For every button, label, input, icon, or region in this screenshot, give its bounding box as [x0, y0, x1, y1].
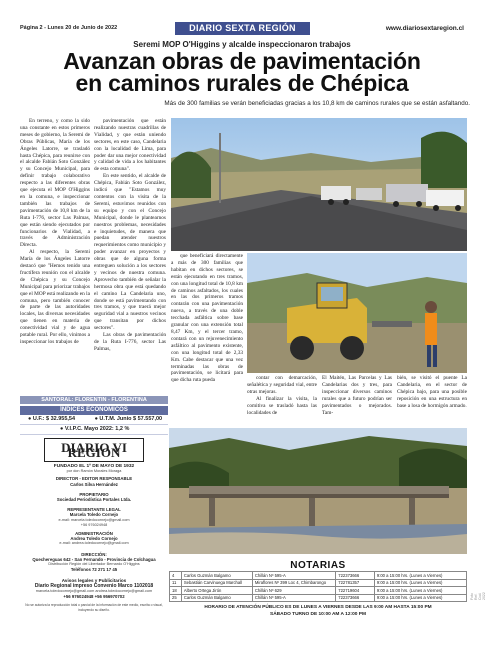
founder-text: por don Ramón Morales Moraga: [66, 469, 122, 474]
contact-emails[interactable]: marcela.toledocornejo@gmail.com andrea.toledocornejo@gmail.com: [35, 588, 153, 593]
road-works-photo: [171, 118, 467, 251]
article-column-3: [171, 253, 243, 401]
paragraph: bién, se visitó el puente La Candelaria, en el sector de Chépica bajo, para una posible reposición en una estructura en base a losa de hormigón armado.: [397, 375, 467, 409]
owner-name: Sociedad Periodística Portales Ltda.: [56, 497, 132, 503]
admin-name: Andrea Toledo Cornejo: [70, 536, 118, 542]
page-date-label: Página 2 - Lunes 20 de Junio de 2022: [20, 25, 118, 31]
table-row: [170, 587, 467, 595]
legal-rep-name: Marcela Toledo Cornejo: [69, 512, 119, 518]
director-label: DIRECTOR - EDITOR RESPONSABLE: [55, 476, 133, 482]
website-link[interactable]: www.diariosextaregion.cl: [385, 25, 464, 32]
table-cell: 18: [170, 587, 182, 595]
table-row: [170, 594, 467, 602]
table-row: [170, 579, 467, 587]
headline-line-2: en caminos rurales de Chépica: [75, 70, 409, 96]
article-lead: Más de 300 familias se verán beneficiadas gracias a los 10,8 km de caminos rurales que se están asfaltando.: [164, 100, 470, 107]
santoral-banner: SANTORAL: FLORENTIN - FLORENTINA: [20, 396, 168, 404]
table-cell: 4: [170, 572, 182, 580]
table-cell: 9:00 a 15:00 hrs. (Lunes a Viernes): [374, 572, 466, 580]
table-cell: 11: [170, 579, 182, 587]
table-cell: Miraflores Nº 399 Loc 4, Chimbarongo: [252, 579, 335, 587]
article-column-1: [20, 118, 90, 393]
disclaimer-text: No se autoriza la reproducción total o parcial de la información de este medio, escrita o visual, incluyendo su diseño.: [25, 603, 163, 613]
address-text: Quechereguas 642 - San Fernando - Provincia de Colchagua: [32, 556, 156, 562]
bridge-photo: [169, 428, 467, 554]
legal-rep-email[interactable]: e-mail: marcela.toledocornejo@gmail.com: [58, 517, 130, 522]
table-cell: 722781357: [336, 579, 375, 587]
admin-email[interactable]: e-mail: andrea.toledocornejo@gmail.com: [59, 541, 129, 546]
brand-banner: DIARIO SEXTA REGIÓN: [175, 22, 310, 35]
distribution-text: Distribución Región del Libertador Bernardo O'Higgins: [48, 562, 140, 567]
notarias-table: [169, 571, 467, 602]
table-cell: 9:00 a 15:00 hrs. (Lunes a Viernes): [374, 579, 466, 587]
machinery-photo: [247, 253, 467, 373]
paragraph: El Maitén, Las Parcelas y Las Candelarias dos y tres, para inspeccionar diversos caminos rurales que a futuro podrían ser pavimentados o mejorados. Tam-: [322, 375, 392, 416]
table-cell: 9:00 a 15:00 hrs. (Lunes a Viernes): [374, 587, 466, 595]
table-cell: 25: [170, 594, 182, 602]
owner-label: PROPIETARIO: [79, 491, 109, 497]
paragraph: Al finalizar la visita, la comitiva se trasladó hasta las localidades de: [247, 395, 317, 416]
headline-line-1: Avanzan obras de pavimentación: [63, 48, 421, 74]
contact-phones: +56 976024948 +56 956970702: [63, 594, 125, 600]
legal-rep-label: REPRESENTANTE LEGAL: [67, 507, 121, 513]
table-cell: 722373666: [336, 572, 375, 580]
phone-text: Teléfonos 72 271 17 45: [70, 567, 118, 573]
director-name: Carlos Silva Hernández: [70, 481, 118, 487]
table-cell: 722373666: [336, 594, 375, 602]
paragraph: En terreno, y como la sido una constante en estos primeros meses de gobierno, la Seremi de Obras Públicas, María de los Ángeles Latorre, se trasladó hasta Chépica, para reunirse con el alcalde Fabián Soto González y su Concejo Municipal, para definir trabajo colaborativo respecto a las diferentes obras que ejecuta el MOP O'Higgins en la comuna, e inspeccionar también las trabajos de pavimentación de 10,8 km de la Ruta I-776, sector Las Palmas, que están siendo ejecutados por funcionarios de Vialidad, a través de Administración Directa.: [20, 118, 90, 249]
photo-credit: Foto Ref. Cod. 2022: [470, 592, 486, 600]
table-cell: Chillán Nº 595-A: [252, 594, 335, 602]
masthead-box: [20, 430, 168, 658]
indices-row-1: [20, 415, 168, 425]
table-cell: Carlos Guzmán Balgamo: [181, 594, 252, 602]
paragraph: Al respecto, la Seremi María de los Ángeles Latorre destacó que "Hemos tenido una fructífera reunión con el alcalde de Chépica y su Concejo Municipal para priorizar trabajos que el MOP está realizando en la comuna, pero también conocer de parte de las autoridades locales, las diversas necesidades que tienen en materia de conectividad vial y de agua potable rural. Por ello, vinimos a inspeccionar los trabajos de: [20, 249, 90, 345]
article-column-6: [397, 375, 467, 415]
table-cell: Chillán Nº 629: [252, 587, 335, 595]
article-column-4: [247, 375, 317, 415]
newspaper-logo: DIARIO VI REGION: [44, 438, 144, 462]
paragraph: pavimentación que están realizando nuestras cuadrillas de Vialidad, y que están uniendo sectores, en este caso, Candelaria con la localidad de Lima, para poder dar una mejor conectividad y calidad de vida a los habitantes de esta comuna".: [94, 118, 166, 173]
notarias-saturday: SÁBADO TURNO DE 10:00 AM A 12:00 PM: [270, 611, 366, 617]
article-kicker: Seremi MOP O'Higgins y alcalde inspeccionaron trabajos: [133, 40, 351, 49]
indices-title: ÍNDICES ECONÓMICOS: [20, 406, 168, 415]
article-headline: [20, 50, 464, 94]
legal-rep-phone: +56 976024948: [80, 522, 108, 527]
utm-value: ● U.T.M. Junio $ 57.557,00: [94, 416, 163, 422]
table-cell: Alberto Ortega Jirón: [181, 587, 252, 595]
paragraph: En este sentido, el alcalde de Chépica, Fabián Soto González, indicó que "Estamos muy contentos con la visita de la Seremi, estuvimos reunidos con su equipo y con el Concejo Municipal, donde le plantearnos nuestros problemas, necesidades e inquietudes, de manera que puedan atender nuestros requerimientos como municipio y poder avanzar en proyectos y obras que de alguna forma entreguen solución a los sectores y vecinos de nuestra comuna. Aprovecho también de señalar la hermosa obra que está quedando el camino La Candelaria uno, donde se está pavimentando con tres tramos, y que traerá mejor seguridad vial a nuestros vecinos que transitan por dichos sectores".: [94, 173, 166, 332]
table-cell: 722719604: [336, 587, 375, 595]
table-cell: Carlos Guzmán Balgamo: [181, 572, 252, 580]
address-label: DIRECCIÓN:: [81, 551, 107, 557]
admin-label: ADMINISTRACIÓN: [75, 531, 113, 537]
paragraph: Las obras de pavimentación de la Ruta I-776, sector Las Palmas,: [94, 332, 166, 352]
notarias-box: [169, 560, 467, 618]
ipc-value: ● V.I.P.C. Mayo 2022: 1,2 %: [60, 426, 130, 432]
table-row: [170, 572, 467, 580]
paragraph: contar con demarcación, señalética y seguridad vial, entre otras mejoras.: [247, 375, 317, 395]
article-column-2: [94, 118, 166, 393]
page-header: [20, 22, 464, 35]
ads-title: Avisos legales y Publicitarios: [61, 578, 127, 584]
table-cell: Sebastián Carvinuega Marchall: [181, 579, 252, 587]
notarias-hours: HORARIO DE ATENCIÓN PÚBLICO ES DE LUNES A VIERNES DESDE LAS 9:00 AM HASTA 15:00 PM: [204, 605, 432, 610]
table-cell: 9:00 a 15:00 hrs. (Lunes a Viernes): [374, 594, 466, 602]
table-cell: Chillán Nº 595-A: [252, 572, 335, 580]
article-column-5: [322, 375, 392, 415]
paragraph: que beneficiará directamente a más de 300 familias que habitan en dichos sectores, se están ejecutando en tres tramos, con una longitud total de 10,8 km de caminos asfaltados, los cuales en las dos primeros tramos contarán con una pavimentación nueva, a través de una doble tecchada asfáltica sobre base granular con una extensión total 8,47 Km, y el tercer tramo, contará con un rejuvenecimiento asfáltico al pavimento existente, con una longitud total de 2,33 Km. Cabe destacar que una vez terminadas las obras de pavimentación, se licitará para que dicha ruta pueda: [171, 253, 243, 384]
printer-text: Diario Regional impreso Convenio Marco 1102018: [34, 582, 154, 589]
notarias-title: NOTARIAS: [290, 560, 346, 571]
uf-value: ● U.F.: $ 32.955,54: [28, 416, 76, 422]
founded-text: FUNDADO EL 1º DE MAYO DE 1932: [53, 464, 135, 469]
